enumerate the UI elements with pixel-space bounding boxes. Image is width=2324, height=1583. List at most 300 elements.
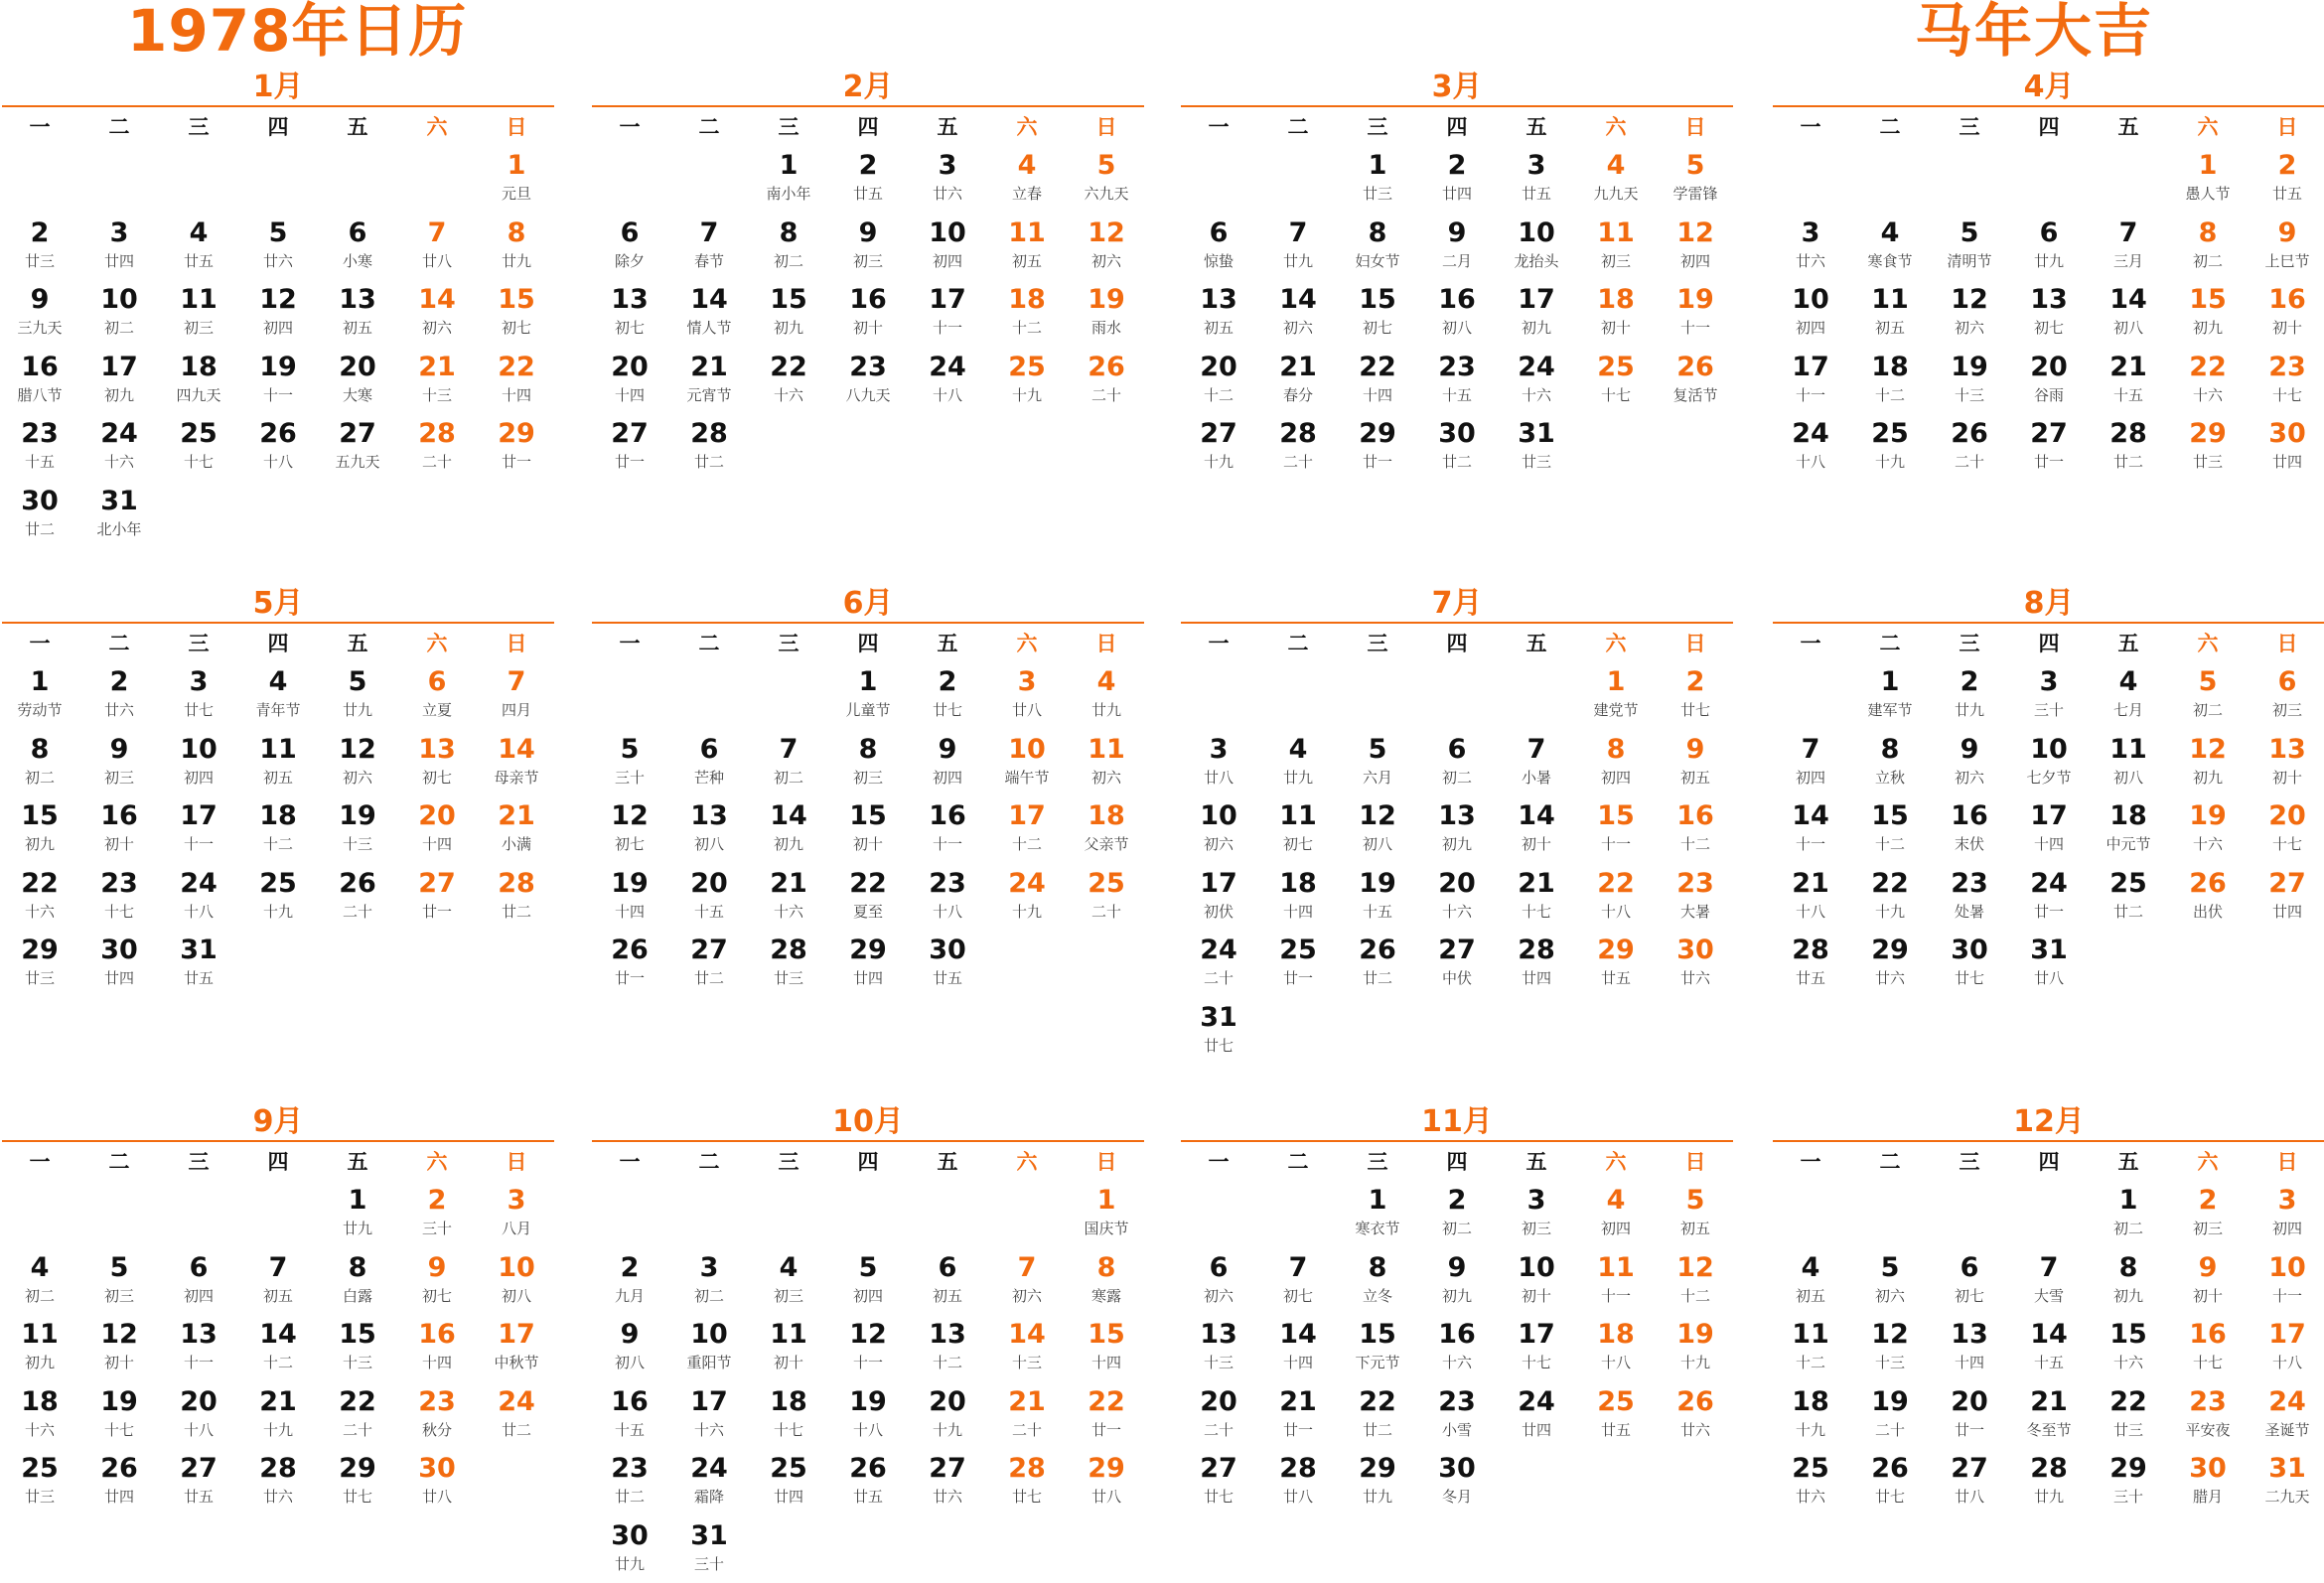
- day-cell: [0, 413, 79, 481]
- lunar-label: 十一: [2271, 1286, 2302, 1305]
- weekday-header: [1179, 624, 1735, 661]
- day-number: 25: [770, 1453, 807, 1485]
- day-cell: [2168, 1448, 2248, 1515]
- month-name: 12月: [2013, 1104, 2085, 1139]
- lunar-label: 十八: [1795, 453, 1825, 472]
- lunar-label: 初三: [773, 1286, 803, 1305]
- day-cell: [159, 213, 238, 280]
- day-number: 31: [180, 935, 218, 966]
- day-cell: [2168, 213, 2248, 280]
- month-block: [1771, 70, 2324, 481]
- weekday-label: 三: [1959, 1150, 1980, 1174]
- empty-cell: [828, 1515, 908, 1583]
- lunar-label: 十七: [1521, 902, 1551, 921]
- lunar-label: 初四: [2271, 1220, 2302, 1237]
- lunar-label: 廿六: [262, 1488, 293, 1507]
- day-number: 7: [1017, 1251, 1037, 1283]
- day-number: 20: [611, 351, 649, 382]
- day-cell: [669, 863, 749, 931]
- day-number: 3: [2277, 1185, 2297, 1216]
- weekday-label: 三: [188, 1150, 210, 1174]
- day-cell: [159, 661, 238, 729]
- lunar-label: 廿一: [1954, 1420, 1984, 1439]
- day-number: 18: [21, 1385, 59, 1417]
- day-number: 3: [1801, 216, 1820, 248]
- day-number: 13: [418, 733, 456, 765]
- day-number: 21: [418, 351, 456, 382]
- day-number: 25: [21, 1453, 59, 1485]
- day-cell: [669, 1381, 749, 1449]
- lunar-label: 初七: [2033, 319, 2064, 338]
- lunar-label: 十三: [342, 1354, 372, 1372]
- lunar-label: 初四: [932, 251, 962, 270]
- lunar-label: 十三: [1011, 1354, 1042, 1372]
- lunar-label: 十五: [1362, 902, 1392, 921]
- day-number: 20: [690, 867, 728, 899]
- day-number: 15: [1871, 800, 1909, 832]
- day-number: 10: [1200, 800, 1237, 832]
- weekday-label: 二: [1879, 115, 1901, 139]
- lunar-label: 廿九: [1090, 701, 1121, 719]
- weekday-label: 五: [937, 115, 958, 139]
- day-number: 24: [2030, 867, 2068, 899]
- day-cell: [828, 1247, 908, 1315]
- day-cell: [2168, 729, 2248, 796]
- lunar-label: 十八: [932, 902, 962, 921]
- day-number: 22: [498, 351, 535, 382]
- lunar-label: 初九: [773, 319, 803, 338]
- lunar-label: 廿二: [1362, 1420, 1392, 1439]
- week-row: [1179, 930, 1735, 997]
- day-number: 30: [611, 1519, 649, 1551]
- weekday-label: 一: [1800, 115, 1821, 139]
- lunar-label: 芒种: [693, 768, 724, 787]
- weekday-label: 四: [267, 115, 289, 139]
- day-cell: [0, 795, 79, 863]
- weekday-header: [0, 624, 556, 661]
- lunar-label: 十四: [1090, 1354, 1121, 1372]
- day-number: 29: [1597, 935, 1635, 966]
- week-row: [1179, 1247, 1735, 1315]
- day-number: 8: [779, 216, 799, 248]
- day-cell: [669, 1448, 749, 1515]
- day-number: 15: [1088, 1319, 1125, 1351]
- lunar-label: 十一: [932, 835, 962, 854]
- week-row: [1771, 1448, 2324, 1515]
- day-cell: [397, 795, 477, 863]
- day-cell: [0, 481, 79, 548]
- weekday-label: 四: [1446, 115, 1468, 139]
- lunar-label: 十六: [103, 453, 134, 472]
- day-cell: [1258, 1448, 1338, 1515]
- lunar-label: 廿四: [1521, 1420, 1551, 1439]
- day-number: 15: [849, 800, 887, 832]
- lunar-label: 十三: [421, 385, 452, 404]
- day-number: 26: [1676, 351, 1714, 382]
- day-number: 3: [938, 150, 957, 181]
- lunar-label: 初四: [1600, 1220, 1631, 1237]
- lunar-label: 立春: [1011, 185, 1042, 203]
- day-cell: [2009, 863, 2089, 931]
- lunar-label: 九月: [614, 1286, 645, 1305]
- lunar-label: 十八: [183, 902, 214, 921]
- week-row: [1771, 1381, 2324, 1449]
- day-number: 13: [180, 1319, 218, 1351]
- lunar-label: 十一: [183, 1354, 214, 1372]
- lunar-label: 廿六: [1679, 1420, 1710, 1439]
- day-number: 11: [259, 733, 297, 765]
- day-number: 2: [427, 1185, 447, 1216]
- week-row: [0, 863, 556, 931]
- lunar-label: 初十: [103, 1354, 134, 1372]
- lunar-label: 初七: [1282, 835, 1313, 854]
- day-number: 23: [100, 867, 138, 899]
- day-cell: [1338, 213, 1417, 280]
- lunar-label: 初九: [103, 385, 134, 404]
- lunar-label: 十四: [614, 902, 645, 921]
- day-cell: [0, 1448, 79, 1515]
- weekday-label: 三: [778, 115, 799, 139]
- day-cell: [0, 1381, 79, 1449]
- day-number: 7: [699, 216, 719, 248]
- lunar-label: 二月: [1441, 251, 1472, 270]
- day-cell: [1497, 1180, 1576, 1247]
- day-number: 14: [1279, 284, 1317, 316]
- day-cell: [1258, 279, 1338, 347]
- empty-cell: [1258, 1180, 1338, 1247]
- day-cell: [1417, 863, 1497, 931]
- day-number: 6: [699, 733, 719, 765]
- day-cell: [2248, 1247, 2324, 1315]
- day-cell: [318, 1381, 397, 1449]
- lunar-label: 初十: [773, 1354, 803, 1372]
- day-number: 9: [620, 1319, 640, 1351]
- empty-cell: [0, 1180, 79, 1247]
- day-cell: [2168, 347, 2248, 414]
- day-number: 27: [1951, 1453, 1988, 1485]
- day-cell: [159, 863, 238, 931]
- empty-cell: [477, 930, 556, 997]
- lunar-label: 十四: [614, 385, 645, 404]
- week-row: [590, 213, 1146, 280]
- day-cell: [590, 930, 669, 997]
- day-number: 24: [929, 351, 966, 382]
- day-cell: [477, 863, 556, 931]
- day-cell: [1930, 347, 2009, 414]
- day-cell: [1771, 1247, 1850, 1315]
- day-number: 16: [611, 1385, 649, 1417]
- day-cell: [2248, 413, 2324, 481]
- lunar-label: 初四: [183, 768, 214, 787]
- lunar-label: 廿二: [1362, 969, 1392, 988]
- lunar-label: 十二: [932, 1354, 962, 1372]
- week-row: [1771, 213, 2324, 280]
- day-cell: [1258, 1314, 1338, 1381]
- day-cell: [2168, 1247, 2248, 1315]
- day-number: 1: [30, 666, 50, 697]
- week-row: [0, 1314, 556, 1381]
- day-number: 10: [1792, 284, 1829, 316]
- week-row: [590, 1515, 1146, 1583]
- page-title: 1978年日历: [127, 0, 468, 65]
- day-number: 17: [1200, 867, 1237, 899]
- day-number: 12: [611, 800, 649, 832]
- day-cell: [0, 729, 79, 796]
- weekday-label: 二: [108, 1150, 130, 1174]
- day-cell: [1576, 213, 1656, 280]
- day-cell: [1258, 347, 1338, 414]
- day-number: 19: [1359, 867, 1396, 899]
- empty-cell: [1656, 413, 1735, 481]
- day-cell: [1850, 661, 1930, 729]
- day-number: 5: [620, 733, 640, 765]
- day-number: 23: [1438, 1385, 1476, 1417]
- day-number: 7: [779, 733, 799, 765]
- day-cell: [0, 347, 79, 414]
- day-number: 16: [21, 351, 59, 382]
- lunar-label: 初六: [1090, 251, 1121, 270]
- day-cell: [1179, 213, 1258, 280]
- day-cell: [1067, 347, 1146, 414]
- lunar-label: 大雪: [2033, 1286, 2064, 1305]
- empty-cell: [2009, 145, 2089, 213]
- day-cell: [1656, 661, 1735, 729]
- week-row: [1771, 795, 2324, 863]
- day-cell: [1771, 729, 1850, 796]
- lunar-label: 初九: [1521, 319, 1551, 338]
- empty-cell: [749, 1180, 828, 1247]
- lunar-label: 廿五: [852, 1488, 883, 1507]
- lunar-label: 廿四: [2271, 902, 2302, 921]
- empty-cell: [590, 661, 669, 729]
- day-cell: [318, 863, 397, 931]
- month-name: 4月: [2023, 70, 2075, 104]
- day-cell: [79, 1314, 159, 1381]
- day-cell: [1067, 1180, 1146, 1247]
- lunar-label: 初四: [1795, 768, 1825, 787]
- day-cell: [749, 863, 828, 931]
- day-cell: [2089, 1180, 2168, 1247]
- day-number: 20: [1438, 867, 1476, 899]
- empty-cell: [1771, 661, 1850, 729]
- week-row: [1771, 930, 2324, 997]
- week-row: [1179, 729, 1735, 796]
- lunar-label: 国庆节: [1084, 1220, 1129, 1237]
- day-number: 3: [189, 666, 209, 697]
- empty-cell: [1771, 145, 1850, 213]
- day-number: 30: [100, 935, 138, 966]
- week-row: [1179, 145, 1735, 213]
- lunar-label: 十八: [1795, 902, 1825, 921]
- day-cell: [0, 1247, 79, 1315]
- day-number: 4: [1288, 733, 1308, 765]
- week-row: [0, 1180, 556, 1247]
- day-number: 12: [2189, 733, 2227, 765]
- day-cell: [2089, 729, 2168, 796]
- day-cell: [79, 279, 159, 347]
- month-block: [590, 1104, 1146, 1583]
- lunar-label: 初七: [614, 835, 645, 854]
- day-cell: [1338, 347, 1417, 414]
- day-cell: [1771, 1314, 1850, 1381]
- lunar-label: 十六: [1441, 902, 1472, 921]
- day-cell: [1576, 1247, 1656, 1315]
- day-cell: [1850, 1314, 1930, 1381]
- day-number: 16: [1676, 800, 1714, 832]
- lunar-label: 廿二: [2112, 902, 2143, 921]
- day-cell: [0, 279, 79, 347]
- day-cell: [590, 729, 669, 796]
- lunar-label: 惊蛰: [1203, 251, 1234, 270]
- month-block: [0, 586, 556, 997]
- lunar-label: 初八: [501, 1286, 531, 1305]
- lunar-label: 廿九: [1282, 251, 1313, 270]
- lunar-label: 十七: [2271, 835, 2302, 854]
- weekday-label: 二: [698, 1150, 720, 1174]
- day-cell: [318, 413, 397, 481]
- lunar-label: 初六: [1874, 1286, 1905, 1305]
- lunar-label: 二十: [1203, 969, 1234, 988]
- day-cell: [238, 1247, 318, 1315]
- weekday-label: 一: [619, 115, 641, 139]
- day-cell: [2009, 1448, 2089, 1515]
- day-cell: [2248, 1314, 2324, 1381]
- lunar-label: 十三: [342, 835, 372, 854]
- day-cell: [1930, 729, 2009, 796]
- lunar-label: 初十: [2271, 319, 2302, 338]
- lunar-label: 十六: [1441, 1354, 1472, 1372]
- day-number: 8: [507, 216, 526, 248]
- week-row: [590, 661, 1146, 729]
- day-cell: [1067, 1247, 1146, 1315]
- day-number: 5: [1685, 1185, 1705, 1216]
- lunar-label: 初三: [103, 1286, 134, 1305]
- weekday-label: 六: [2197, 1150, 2219, 1174]
- empty-cell: [1179, 145, 1258, 213]
- day-cell: [908, 930, 987, 997]
- lunar-label: 初十: [1521, 835, 1551, 854]
- lunar-label: 初八: [1362, 835, 1392, 854]
- lunar-label: 立夏: [421, 701, 452, 719]
- weekday-label: 日: [2276, 1150, 2298, 1174]
- day-number: 28: [1279, 1453, 1317, 1485]
- weekday-label: 日: [2276, 115, 2298, 139]
- week-row: [590, 795, 1146, 863]
- weekday-label: 六: [1605, 1150, 1627, 1174]
- day-cell: [1497, 1314, 1576, 1381]
- day-cell: [2009, 413, 2089, 481]
- empty-cell: [1656, 997, 1735, 1065]
- lunar-label: 二十: [342, 902, 372, 921]
- day-number: 8: [2198, 216, 2218, 248]
- day-number: 11: [1597, 216, 1635, 248]
- day-number: 8: [1368, 216, 1387, 248]
- day-cell: [159, 795, 238, 863]
- day-cell: [397, 729, 477, 796]
- day-number: 26: [259, 418, 297, 450]
- month-name: 8月: [2023, 586, 2075, 621]
- empty-cell: [1258, 661, 1338, 729]
- weekday-label: 五: [1525, 1150, 1547, 1174]
- day-number: 31: [690, 1519, 728, 1551]
- day-cell: [1771, 795, 1850, 863]
- day-cell: [669, 1515, 749, 1583]
- day-cell: [2248, 729, 2324, 796]
- day-cell: [1417, 1180, 1497, 1247]
- empty-cell: [908, 1515, 987, 1583]
- empty-cell: [669, 661, 749, 729]
- lunar-label: 小寒: [342, 251, 372, 270]
- day-cell: [2009, 213, 2089, 280]
- lunar-label: 八月: [501, 1220, 531, 1237]
- day-cell: [477, 145, 556, 213]
- day-cell: [1179, 997, 1258, 1065]
- week-row: [590, 1247, 1146, 1315]
- day-number: 19: [339, 800, 376, 832]
- lunar-label: 十九: [1874, 453, 1905, 472]
- day-number: 23: [1676, 867, 1714, 899]
- day-number: 23: [929, 867, 966, 899]
- lunar-label: 初二: [693, 1286, 724, 1305]
- day-cell: [1179, 1381, 1258, 1449]
- lunar-label: 廿四: [2271, 453, 2302, 472]
- day-cell: [238, 213, 318, 280]
- week-row: [1179, 997, 1735, 1065]
- lunar-label: 廿八: [1011, 701, 1042, 719]
- lunar-label: 初伏: [1203, 902, 1234, 921]
- lunar-label: 初二: [1441, 1220, 1472, 1237]
- day-cell: [1417, 1448, 1497, 1515]
- day-number: 4: [30, 1251, 50, 1283]
- lunar-label: 十七: [773, 1420, 803, 1439]
- lunar-label: 白露: [342, 1286, 372, 1305]
- day-number: 18: [1088, 800, 1125, 832]
- weekday-label: 三: [778, 1150, 799, 1174]
- day-cell: [238, 279, 318, 347]
- empty-cell: [159, 145, 238, 213]
- day-cell: [2168, 1314, 2248, 1381]
- day-number: 11: [1279, 800, 1317, 832]
- weekday-label: 三: [1367, 1150, 1388, 1174]
- lunar-label: 十二: [262, 835, 293, 854]
- day-number: 20: [2030, 351, 2068, 382]
- lunar-label: 初六: [1954, 319, 1984, 338]
- lunar-label: 初六: [1090, 768, 1121, 787]
- day-cell: [828, 795, 908, 863]
- day-number: 24: [1518, 351, 1555, 382]
- lunar-label: 十五: [1441, 385, 1472, 404]
- lunar-label: 廿二: [501, 1420, 531, 1439]
- empty-cell: [908, 413, 987, 481]
- week-row: [590, 729, 1146, 796]
- day-number: 30: [418, 1453, 456, 1485]
- day-number: 12: [1676, 216, 1714, 248]
- lunar-label: 十二: [262, 1354, 293, 1372]
- lunar-label: 初七: [1954, 1286, 1984, 1305]
- day-cell: [1067, 863, 1146, 931]
- day-cell: [590, 1314, 669, 1381]
- day-number: 21: [1279, 1385, 1317, 1417]
- lunar-label: 十七: [2192, 1354, 2223, 1372]
- weekday-label: 三: [188, 115, 210, 139]
- weekday-label: 日: [1095, 1150, 1117, 1174]
- lunar-label: 初二: [103, 319, 134, 338]
- lunar-label: 谷雨: [2033, 385, 2064, 404]
- week-row: [1771, 1314, 2324, 1381]
- weekday-label: 六: [2197, 632, 2219, 655]
- empty-cell: [397, 481, 477, 548]
- empty-cell: [987, 1515, 1067, 1583]
